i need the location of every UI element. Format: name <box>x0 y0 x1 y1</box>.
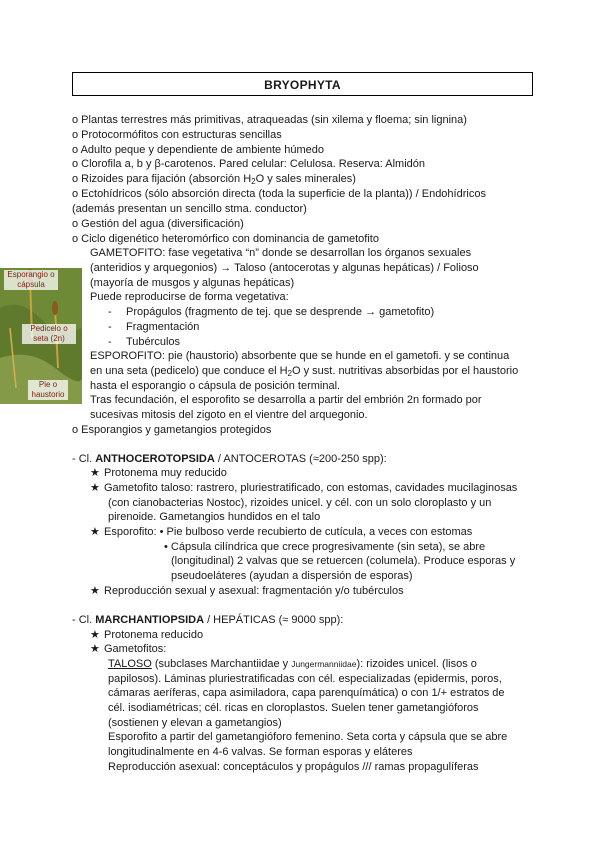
antho-item-4: ★ Reproducción sexual y asexual: fragmentación y/o tubérculos <box>90 585 404 597</box>
intro-line-9: o Ciclo digenético heteromórfico con dominancia de gametofito <box>72 233 379 245</box>
esporofito-line-1: ESPOROFITO: pie (haustorio) absorbente que se hunde en el gametofi. y se continua <box>90 350 510 362</box>
star-icon: ★ <box>90 585 100 597</box>
march-line-7: Reproducción asexual: conceptáculos y propágulos /// ramas propagulíferas <box>108 761 479 773</box>
esporangios-line: o Esporangios y gametangios protegidos <box>72 424 272 436</box>
star-icon: ★ <box>90 482 100 494</box>
intro-line-6: o Ectohídricos (sólo absorción directa (toda la superficie de la planta)) / Endohídricos <box>72 188 486 200</box>
gametofito-line-3: (mayoría de musgos y algunas hepáticas) <box>90 277 295 289</box>
march-taloso-line: TALOSO (subclases Marchantiidae y Jungermanniidae): rizoides unicel. (lisos o <box>108 658 477 670</box>
intro-line-7: (además presentan un sencillo stma. conductor) <box>72 203 307 215</box>
star-icon: ★ <box>90 526 100 538</box>
march-line-5: Esporofito a partir del gametangióforo femenino. Seta corta y cápsula que se abre <box>108 731 508 743</box>
vegetativa-item-2: - Fragmentación <box>108 321 200 333</box>
star-icon: ★ <box>90 643 100 655</box>
intro-line-2: o Protocormófitos con estructuras sencillas <box>72 129 282 141</box>
vegetativa-item-1: - Propágulos (fragmento de tej. que se desprende → gametofito) <box>108 306 435 318</box>
march-item-2: ★ Gametofitos: <box>90 643 167 655</box>
label-pedicelo: Pedicelo o seta (2n) <box>22 324 76 344</box>
gametofito-line-4: Puede reproducirse de forma vegetativa: <box>90 291 289 303</box>
intro-line-1: o Plantas terrestres más primitivas, atraqueadas (sin xilema y floema; sin lignina) <box>72 114 467 126</box>
antho-item-2-line-2: (con cianobacterias Nostoc), rizoides unicel. y cél. con un solo cloroplasto y un <box>108 497 492 509</box>
antho-item-3-line-2: • Cápsula cilíndrica que crece progresivamente (sin seta), se abre <box>164 541 486 553</box>
esporofito-line-2: en una seta (pedicelo) que conduce el $H_2O$ y sust. nutritivas absorbidas por el haustorio <box>90 365 519 378</box>
esporofito-line-4: Tras fecundación, el esporofito se desarrolla a partir del embrión 2n formado por <box>90 394 482 406</box>
antho-item-2-line-3: pirenoide. Gametangios hundidos en el talo <box>108 511 321 523</box>
march-line-6: longitudinalmente en 4-6 valvas. Se forman esporas y eláteres <box>108 746 413 758</box>
antho-item-2: ★ Gametofito taloso: rastrero, pluriestratificado, con estomas, cavidades mucilaginosas <box>90 482 518 494</box>
antho-item-1: ★ Protonema muy reducido <box>90 467 227 479</box>
vegetativa-item-3: - Tubérculos <box>108 336 181 348</box>
intro-line-5: o Rizoides para fijación (absorción $H_2O$ y sales minerales) <box>72 173 356 186</box>
antho-item-3-line-4: pseudoeláteres (ayudan a dispersión de esporas) <box>171 570 413 582</box>
march-line-2: cámaras aeríferas, capa asimiladora, capa parenquímática) o con 1/+ estratos de <box>108 687 505 699</box>
star-icon: ★ <box>90 467 100 479</box>
march-line-1: papilosos). Láminas pluriestratificadas con cél. especializadas (epidermis, poros, <box>108 673 502 685</box>
gametofito-line-1: GAMETOFITO: fase vegetativa “n” donde se desarrollan los órganos sexuales <box>90 247 472 259</box>
intro-line-8: o Gestión del agua (diversificación) <box>72 218 244 230</box>
intro-line-4: o Clorofila a, b y β-carotenos. Pared celular: Celulosa. Reserva: Almidón <box>72 158 425 170</box>
intro-line-3: o Adulto peque y dependiente de ambiente húmedo <box>72 144 324 156</box>
march-line-3: cél. isodiamétricas; cél. ricas en cloroplastos. Suelen tener gametangióforos <box>108 702 479 714</box>
label-capsula: Esporangio o cápsula <box>4 270 58 290</box>
esporofito-line-3: hasta el esporangio o cápsula de posición terminal. <box>90 380 341 392</box>
antho-heading: - Cl. ANTHOCEROTOPSIDA / ANTOCEROTAS (≈200-250 spp): <box>72 453 387 465</box>
moss-photo <box>0 268 82 404</box>
gametofito-line-2: (anteridios y arquegonios) → Taloso (antocerotas y algunas hepáticas) / Folioso <box>90 262 479 274</box>
march-heading: - Cl. MARCHANTIOPSIDA / HEPÁTICAS (≈ 9000 spp): <box>72 614 344 626</box>
antho-item-3: ★ Esporofito: • Pie bulboso verde recubierto de cutícula, a veces con estomas <box>90 526 473 538</box>
title-box <box>72 72 533 96</box>
star-icon: ★ <box>90 629 100 641</box>
label-pie: Pie o haustorio <box>28 380 68 400</box>
march-item-1: ★ Protonema reducido <box>90 629 204 641</box>
antho-item-3-line-3: (longitudinal) 2 valvas que se retuercen (columela). Produce esporas y <box>171 555 516 567</box>
page-title: BRYOPHYTA <box>264 78 341 92</box>
march-line-4: (sostienen y elevan a gametangios) <box>108 717 282 729</box>
esporofito-line-5: sucesivas mitosis del zigoto en el vientre del arquegonio. <box>90 409 368 421</box>
